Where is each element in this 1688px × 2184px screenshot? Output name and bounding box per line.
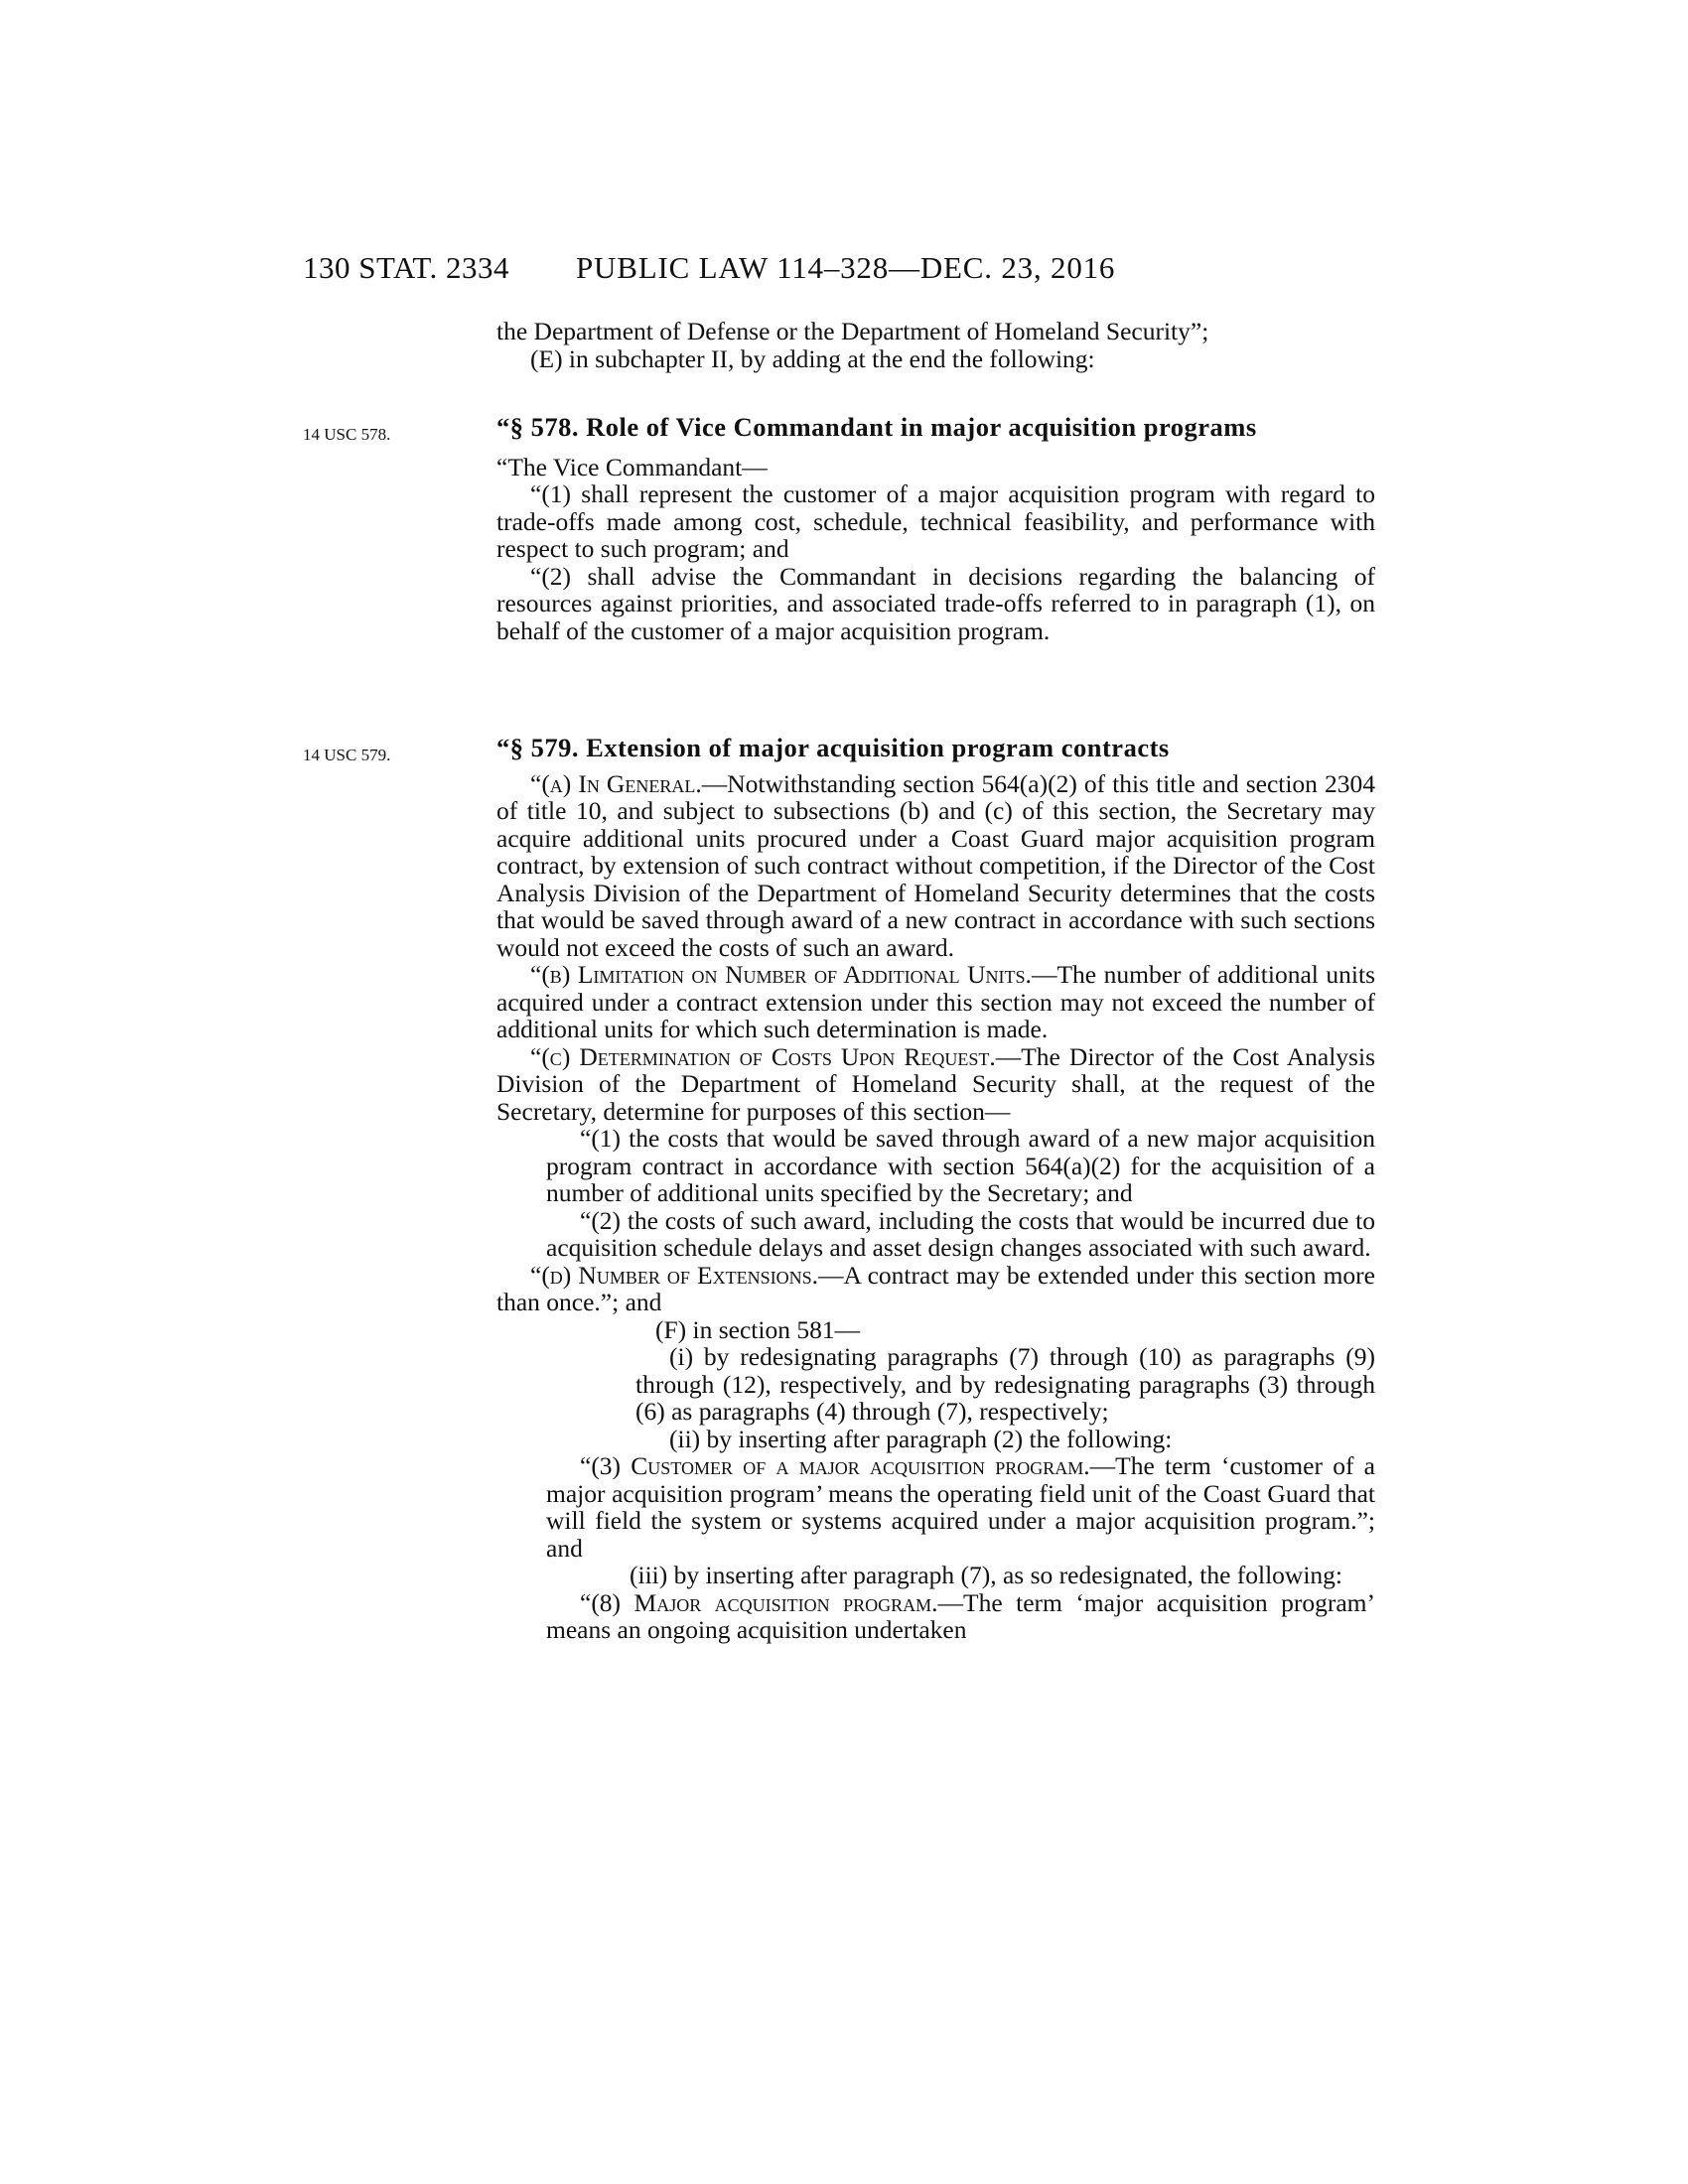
intro-block (496, 318, 1375, 372)
clause-F: (F) in section 581— (655, 1314, 861, 1344)
subsection-c-label: “(c) Determination of Costs Upon Request. (530, 1041, 996, 1071)
subsection-b-label: “(b) Limitation on Number of Additional Units. (530, 960, 1032, 989)
section-578-para-2: “(2) shall advise the Commandant in decisions regarding the balancing of resources against priorities, and associated trade-offs referred to in paragraph (1), on behalf of the customer of a major acquisition program. (496, 561, 1375, 645)
definition-8-label: “(8) Major acquisition program. (580, 1587, 938, 1617)
subsection-b-text: —The number of additional units acquired under a contract extension under this section may not exceed the number of additional units for which such determination is made. (496, 960, 1375, 1043)
subsection-c-para-1: “(1) the costs that would be saved through award of a new major acquisition program contract in accordance with section 564(a)(2) for the acquisition of a number of additional units specified by the Secretary; and (546, 1124, 1375, 1207)
intro-line: the Department of Defense or the Department of Homeland Security”; (496, 317, 1209, 345)
section-579-heading: “§ 579. Extension of major acquisition program contracts (496, 733, 1170, 762)
page-title: PUBLIC LAW 114–328—DEC. 23, 2016 (576, 250, 1116, 285)
subsection-d-label: “(d) Number of Extensions. (530, 1260, 818, 1290)
definition-8 (496, 1589, 1375, 1644)
subsection-a-label: “(a) In General. (530, 768, 702, 798)
subsection-a (496, 770, 1375, 962)
definition-3 (496, 1452, 1375, 1562)
clause-F-ii: (ii) by inserting after paragraph (2) the following: (669, 1424, 1173, 1453)
definition-8-text: —The term ‘major acquisition program’ means an ongoing acquisition undertaken (546, 1587, 1375, 1644)
clause-E: (E) in subchapter II, by adding at the end the following: (530, 343, 1095, 373)
clause-F-i: (i) by redesignating paragraphs (7) through (10) as paragraphs (9) through (12), respectively, and by redesignating paragraphs (3) through (6) as paragraphs (4) through (7), respectively; (635, 1342, 1375, 1426)
margin-note-usc578: 14 USC 578. (303, 425, 391, 444)
definition-3-label: “(3) Customer of a major acquisition program. (580, 1451, 1090, 1480)
margin-note-usc579: 14 USC 579. (303, 746, 391, 764)
subsection-d (496, 1262, 1375, 1316)
subsection-c-text: —The Director of the Cost Analysis Division of the Department of Homeland Security shall, at the request of the Secretary, determine for purposes of this section— (496, 1041, 1375, 1126)
section-578-para-1: “(1) shall represent the customer of a major acquisition program with regard to trade-offs made among cost, schedule, technical feasibility, and performance with respect to such program; and (496, 479, 1375, 563)
section-578 (496, 414, 1375, 644)
subsection-c (496, 1043, 1375, 1126)
subsection-d-text: —A contract may be extended under this section more than once.”; and (496, 1260, 1375, 1316)
subsection-a-text: —Notwithstanding section 564(a)(2) of this title and section 2304 of title 10, and subject to subsections (b) and (c) of this section, the Secretary may acquire additional units procured under a Coast Guard major acquisition program contract, by extension of such contract without competition, if the Director of the Cost Analysis Division of the Department of Homeland Security determines that the costs that would be saved through award of a new contract in accordance with such sections would not exceed the costs of such an award. (496, 768, 1375, 962)
section-578-lead: “The Vice Commandant— (496, 452, 768, 481)
clause-F-iii: (iii) by inserting after paragraph (7), as so redesignated, the following: (630, 1561, 1343, 1589)
section-579 (496, 735, 1375, 1644)
section-578-heading: “§ 578. Role of Vice Commandant in major acquisition programs (496, 412, 1257, 442)
subsection-c-para-2: “(2) the costs of such award, including the costs that would be incurred due to acquisition schedule delays and asset design changes associated with such award. (546, 1205, 1375, 1262)
definition-3-text: —The term ‘customer of a major acquisition program’ means the operating field unit of the Coast Guard that will field the system or systems acquired under a major acquisition program.”; and (546, 1451, 1375, 1563)
subsection-b (496, 961, 1375, 1043)
stat-page-number: 130 STAT. 2334 (303, 250, 510, 285)
